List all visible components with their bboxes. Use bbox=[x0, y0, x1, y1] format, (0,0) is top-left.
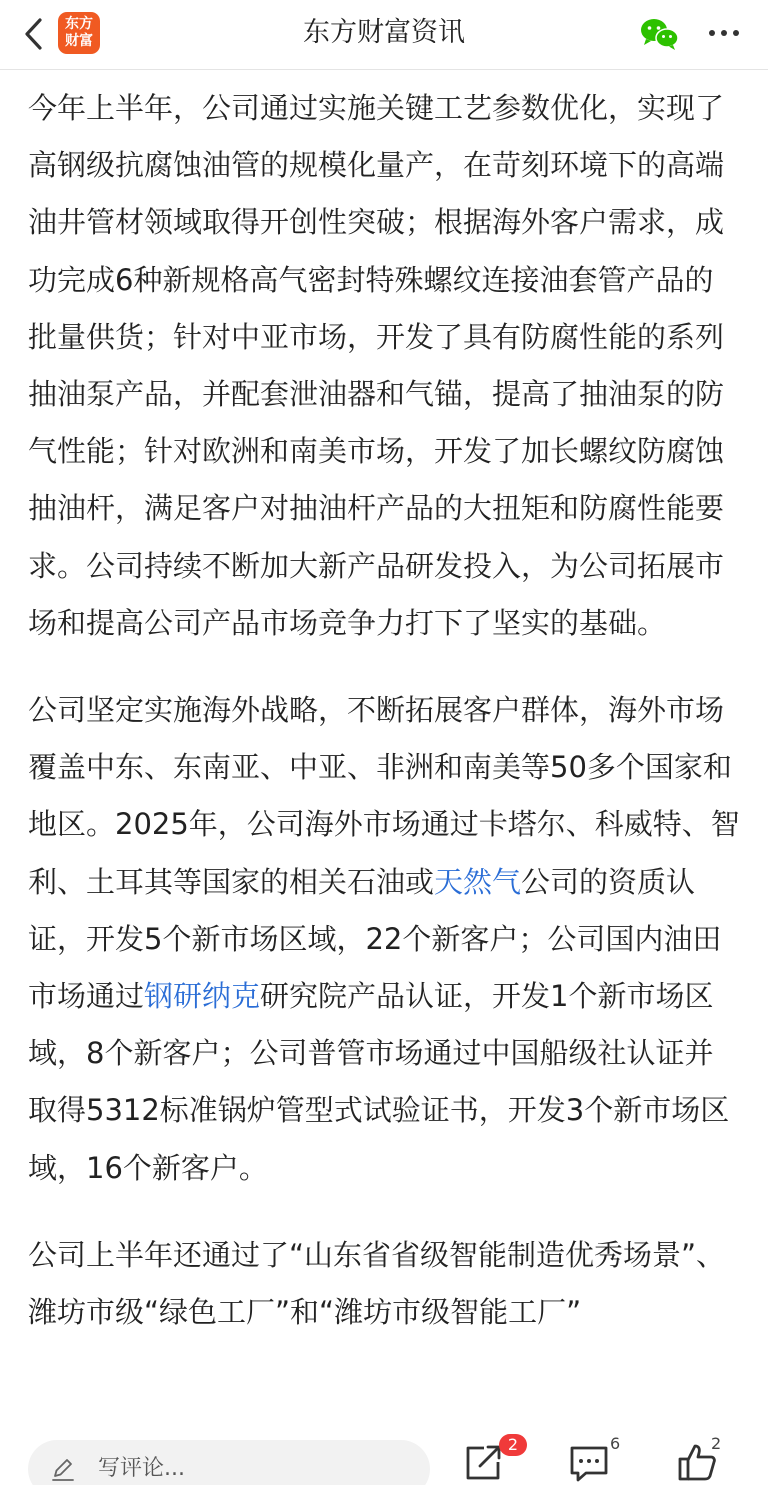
bottom-action-bar bbox=[0, 1426, 768, 1485]
top-nav-bar bbox=[0, 0, 768, 70]
eastmoney-logo bbox=[58, 12, 100, 54]
logo-line-1: 东方 bbox=[65, 16, 93, 32]
paragraph-text: 公司上半年还通过了“山东省省级智能制造优秀场景”、潍坊市级“绿色工厂”和“潍坊市级智能工厂” bbox=[28, 1237, 726, 1330]
wechat-icon bbox=[636, 14, 684, 54]
comments-count: 6 bbox=[610, 1434, 621, 1453]
logo-line-2: 财富 bbox=[65, 33, 93, 49]
pen-icon bbox=[48, 1454, 78, 1484]
paragraph-text: 公司的资质认证，开发5个新市场区域，22个新客户；公司国内油田市场通过 bbox=[28, 864, 722, 1014]
paragraph-text: 今年上半年，公司通过实施关键工艺参数优化，实现了高钢级抗腐蚀油管的规模化量产，在苛刻环境下的高端油井管材领域取得开创性突破；根据海外客户需求，成功完成6种新规格高气密封特殊螺纹连接油套管产品的批量供货；针对中亚市场，开发了具有防腐性能的系列抽油泵产品，并配套泄油器和气锚，提高了抽油泵的防气性能；针对欧洲和南美市场，开发了加长螺纹防腐蚀抽油杆，满足客户对抽油杆产品的大扭矩和防腐性能要求。公司持续不断加大新产品研发投入，为公司拓展市场和提高公司产品市场竞争力打下了坚实的基础。 bbox=[28, 91, 725, 640]
article-paragraph bbox=[28, 80, 742, 652]
article-paragraph bbox=[28, 1227, 742, 1341]
wechat-share-button[interactable] bbox=[636, 14, 684, 54]
paragraph-text: 公司坚定实施海外战略，不断拓展客户群体，海外市场覆盖中东、东南亚、中亚、非洲和南美等50多个国家和地区。2025年，公司海外市场通过卡塔尔、科威特、智利、土耳其等国家的相关石油或 bbox=[28, 693, 740, 899]
comment-placeholder: 写评论... bbox=[98, 1456, 185, 1481]
back-button[interactable] bbox=[18, 14, 52, 54]
more-options-button[interactable] bbox=[704, 16, 744, 50]
more-dots-icon bbox=[704, 16, 744, 50]
chevron-left-icon bbox=[18, 14, 52, 54]
page-title: 东方财富资讯 bbox=[303, 17, 465, 48]
paragraph-text: 研究院产品认证，开发1个新市场区域，8个新客户；公司普管市场通过中国船级社认证并取得5312标准锅炉管型式试验证书，开发3个新市场区域，16个新客户。 bbox=[28, 979, 730, 1185]
likes-count: 2 bbox=[711, 1434, 722, 1453]
article-body bbox=[28, 80, 742, 1371]
stock-link-natural-gas[interactable]: 天然气 bbox=[434, 864, 522, 899]
stock-link-ncs-testing[interactable]: 钢研纳克 bbox=[144, 979, 261, 1014]
comment-bubble-icon bbox=[566, 1440, 612, 1484]
article-paragraph bbox=[28, 682, 742, 1197]
comments-button[interactable] bbox=[566, 1440, 612, 1484]
share-badge: 2 bbox=[499, 1434, 527, 1456]
comment-input[interactable] bbox=[28, 1440, 430, 1485]
